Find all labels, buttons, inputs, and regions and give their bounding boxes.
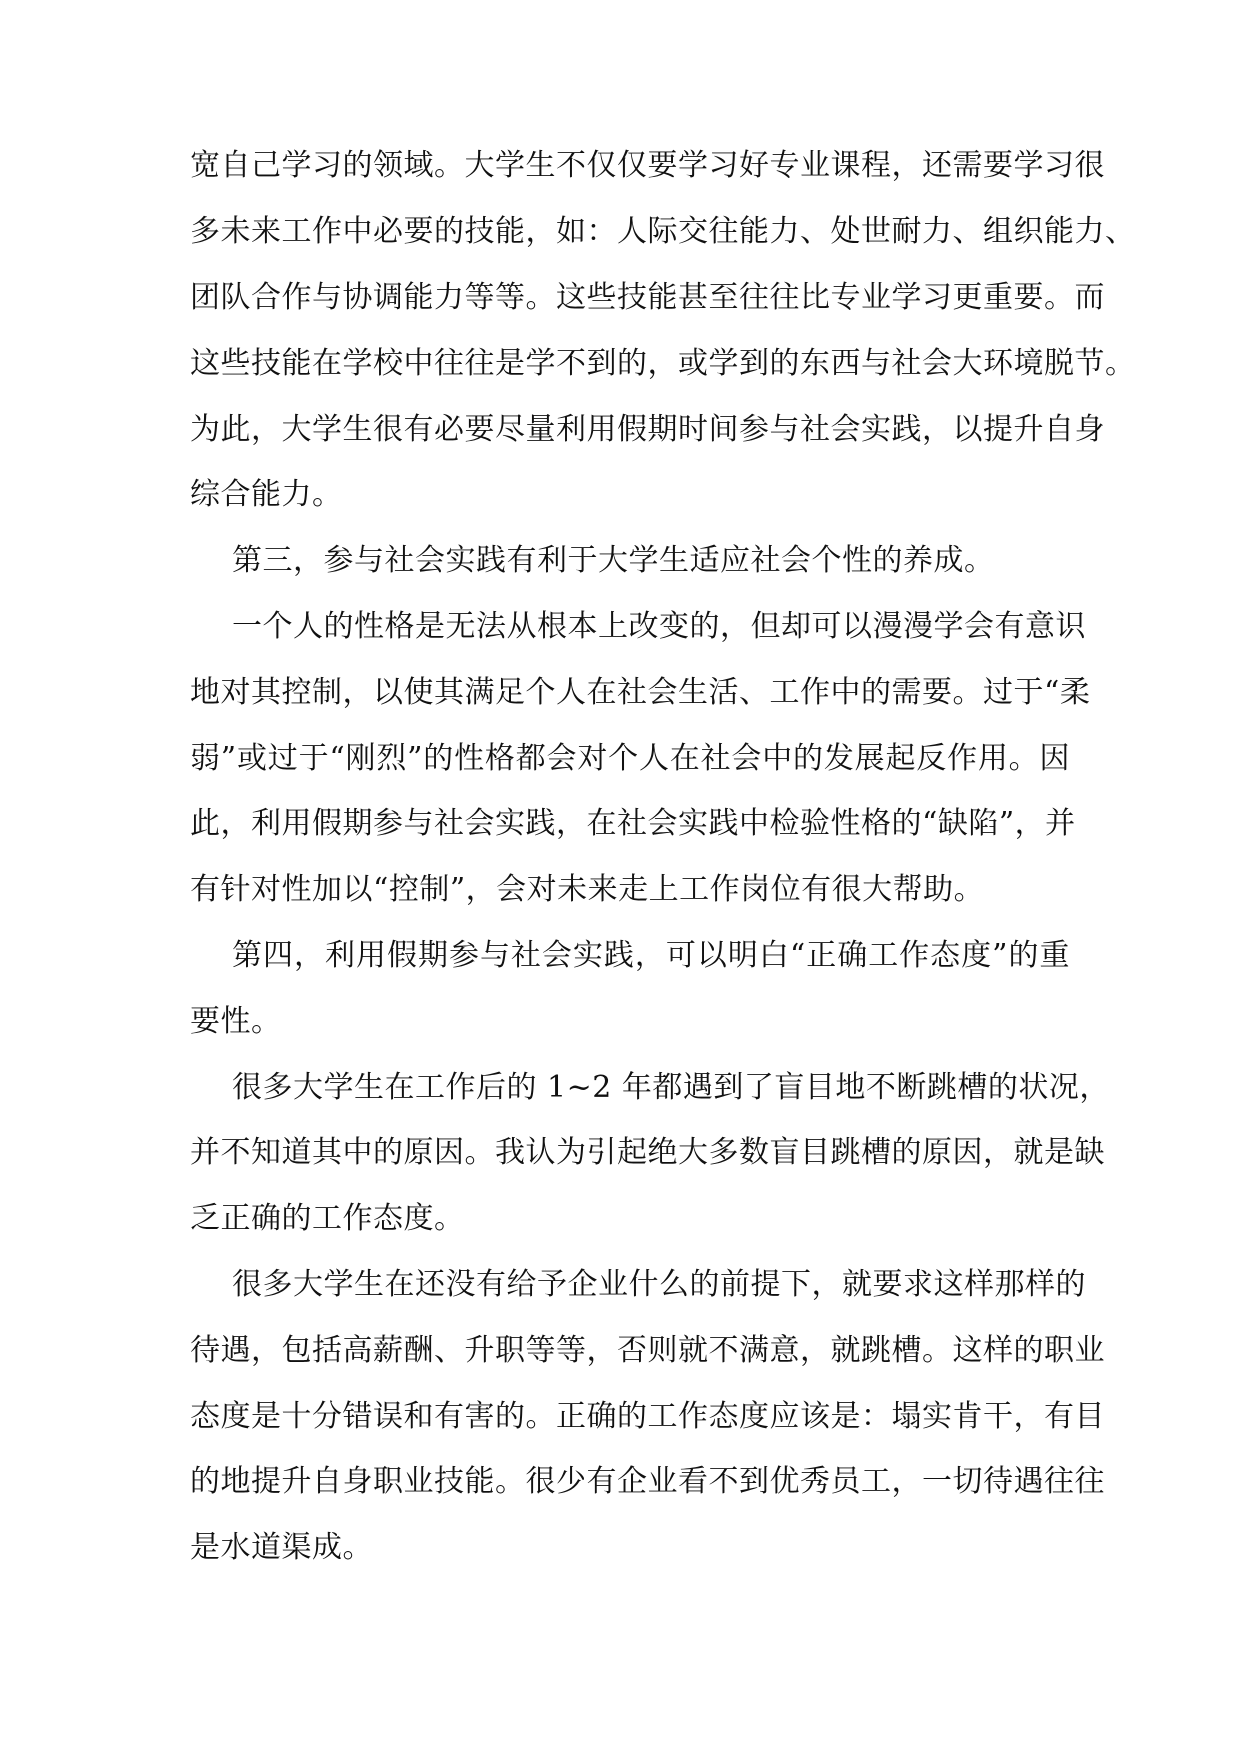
text-line-9: 地对其控制，以使其满足个人在社会生活、工作中的需要。过于“柔 <box>190 675 1091 710</box>
text-line-19: 待遇，包括高薪酬、升职等等，否则就不满意，就跳槽。这样的职业 <box>190 1333 1105 1368</box>
section-heading-third: 第三，参与社会实践有利于大学生适应社会个性的养成。 <box>232 543 995 578</box>
text-line-2: 多未来工作中必要的技能，如：人际交往能力、处世耐力、组织能力、 <box>190 214 1136 249</box>
text-line-18: 很多大学生在还没有给予企业什么的前提下，就要求这样那样的 <box>232 1267 1086 1302</box>
text-line-20: 态度是十分错误和有害的。正确的工作态度应该是：塌实肯干，有目 <box>190 1399 1105 1434</box>
text-line-14: 要性。 <box>190 1004 282 1039</box>
text-line-8: 一个人的性格是无法从根本上改变的，但却可以漫漫学会有意识 <box>232 609 1086 644</box>
text-line-21: 的地提升自身职业技能。很少有企业看不到优秀员工，一切待遇往往 <box>190 1464 1105 1499</box>
text-line-10: 弱”或过于“刚烈”的性格都会对个人在社会中的发展起反作用。因 <box>190 741 1070 776</box>
text-line-6: 综合能力。 <box>190 477 343 512</box>
text-line-5: 为此，大学生很有必要尽量利用假期时间参与社会实践，以提升自身 <box>190 412 1105 447</box>
text-line-11: 此，利用假期参与社会实践，在社会实践中检验性格的“缺陷”，并 <box>190 806 1076 841</box>
text-line-22: 是水道渠成。 <box>190 1530 373 1565</box>
text-line-17: 乏正确的工作态度。 <box>190 1201 465 1236</box>
text-line-16: 并不知道其中的原因。我认为引起绝大多数盲目跳槽的原因，就是缺 <box>190 1135 1105 1170</box>
text-line-15: 很多大学生在工作后的 1~2 年都遇到了盲目地不断跳槽的状况， <box>232 1070 1110 1105</box>
text-line-1: 宽自己学习的领域。大学生不仅仅要学习好专业课程，还需要学习很 <box>190 148 1105 183</box>
section-heading-fourth: 第四，利用假期参与社会实践，可以明白“正确工作态度”的重 <box>232 938 1070 973</box>
text-line-3: 团队合作与协调能力等等。这些技能甚至往往比专业学习更重要。而 <box>190 280 1105 315</box>
text-line-12: 有针对性加以“控制”，会对未来走上工作岗位有很大帮助。 <box>190 872 985 907</box>
text-line-4: 这些技能在学校中往往是学不到的，或学到的东西与社会大环境脱节。 <box>190 346 1136 381</box>
